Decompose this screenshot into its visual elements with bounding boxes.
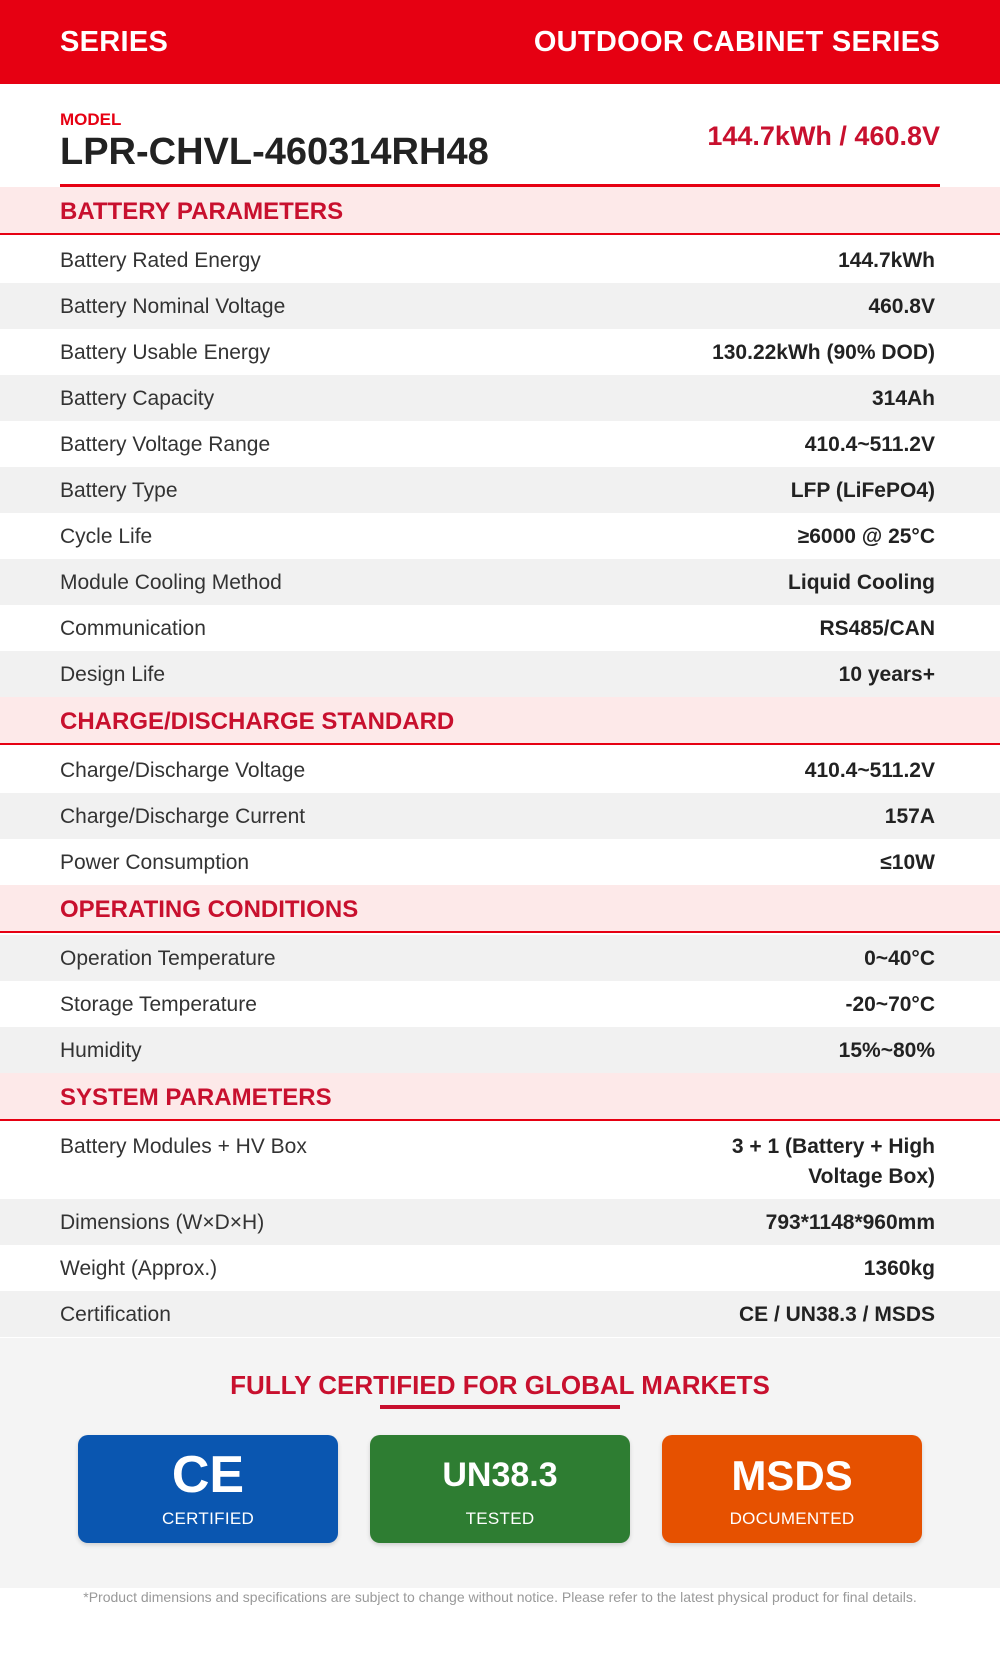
table-row (0, 467, 1000, 513)
certifications-title: FULLY CERTIFIED FOR GLOBAL MARKETS (230, 1370, 770, 1400)
row-label: Battery Rated Energy (60, 249, 261, 272)
badge-title: MSDS (731, 1452, 853, 1499)
ce-badge (78, 1435, 338, 1543)
row-value: 0~40°C (864, 947, 935, 970)
disclaimer (0, 1588, 1000, 1658)
section-title: OPERATING CONDITIONS (60, 896, 359, 923)
row-label: Weight (Approx.) (60, 1257, 218, 1280)
table-row (0, 237, 1000, 283)
row-value: 3 + 1 (Battery + High Voltage Box) (731, 1135, 935, 1188)
table-row (0, 1291, 1000, 1337)
row-label: Charge/Discharge Voltage (60, 759, 306, 782)
badge-caption: DOCUMENTED (729, 1509, 855, 1528)
row-value: 130.22kWh (90% DOD) (712, 341, 935, 364)
row-label: Communication (60, 617, 206, 640)
table-row (0, 421, 1000, 467)
section-charge-discharge-standard (0, 697, 1000, 745)
certifications-underline (380, 1405, 620, 1409)
badge-caption: TESTED (465, 1509, 535, 1528)
row-value: 793*1148*960mm (765, 1211, 935, 1234)
row-label: Humidity (60, 1039, 142, 1062)
row-value: 144.7kWh (838, 249, 935, 272)
row-value: ≥6000 @ 25°C (797, 525, 935, 548)
table-row (0, 283, 1000, 329)
row-value: LFP (LiFePO4) (790, 479, 935, 502)
un38-3-badge (370, 1435, 630, 1543)
row-label: Operation Temperature (60, 947, 276, 970)
table-row (0, 747, 1000, 793)
page-header (0, 0, 1000, 84)
row-value: 15%~80% (838, 1039, 935, 1062)
section-title: SYSTEM PARAMETERS (60, 1084, 332, 1111)
badge-title: UN38.3 (442, 1456, 558, 1494)
table-row (0, 651, 1000, 697)
table-row (0, 935, 1000, 981)
series-label: SERIES (60, 26, 169, 58)
row-label: Charge/Discharge Current (60, 805, 306, 828)
row-label: Storage Temperature (60, 993, 257, 1016)
section-system-parameters (0, 1073, 1000, 1121)
row-label: Battery Usable Energy (60, 341, 271, 364)
row-value: 10 years+ (838, 663, 935, 686)
table-row (0, 329, 1000, 375)
table-row (0, 1123, 1000, 1199)
table-row (0, 981, 1000, 1027)
table-row (0, 605, 1000, 651)
row-value: RS485/CAN (819, 617, 935, 640)
table-row (0, 559, 1000, 605)
row-value: -20~70°C (845, 993, 935, 1016)
row-value: 157A (884, 805, 935, 828)
row-value: CE / UN38.3 / MSDS (738, 1303, 935, 1326)
row-label: Power Consumption (60, 851, 250, 874)
row-value: 1360kg (863, 1257, 935, 1280)
row-value: 460.8V (868, 295, 935, 318)
row-label: Module Cooling Method (60, 571, 282, 594)
row-label: Battery Modules + HV Box (60, 1135, 307, 1158)
row-value: ≤10W (880, 851, 935, 874)
badge-title: CE (171, 1446, 245, 1504)
row-value: 314Ah (871, 387, 935, 410)
row-label: Dimensions (W×D×H) (60, 1211, 265, 1234)
msds-badge (662, 1435, 922, 1543)
table-row (0, 839, 1000, 885)
row-value: 410.4~511.2V (804, 759, 935, 782)
model-name: LPR-CHVL-460314RH48 (60, 131, 489, 173)
table-row (0, 1199, 1000, 1245)
row-label: Battery Nominal Voltage (60, 295, 286, 318)
table-row (0, 793, 1000, 839)
table-row (0, 513, 1000, 559)
model-spec: 144.7kWh / 460.8V (707, 121, 940, 151)
row-label: Cycle Life (60, 525, 153, 548)
section-operating-conditions (0, 885, 1000, 933)
table-row (0, 375, 1000, 421)
section-title: CHARGE/DISCHARGE STANDARD (60, 708, 455, 735)
row-label: Design Life (60, 663, 166, 686)
badge-caption: CERTIFIED (161, 1509, 255, 1528)
section-title: BATTERY PARAMETERS (60, 198, 344, 225)
row-label: Battery Type (60, 479, 178, 502)
row-value: 410.4~511.2V (804, 433, 935, 456)
row-label: Battery Capacity (60, 387, 215, 410)
table-row (0, 1245, 1000, 1291)
row-value: Liquid Cooling (788, 571, 935, 594)
row-label: Battery Voltage Range (60, 433, 271, 456)
row-label: Certification (60, 1303, 171, 1326)
model-label: MODEL (60, 110, 122, 129)
series-title: OUTDOOR CABINET SERIES (533, 26, 940, 58)
table-row (0, 1027, 1000, 1073)
disclaimer-text: *Product dimensions and specifications are subject to change without notice. Please refer to the latest physical product for final details. (83, 1589, 917, 1605)
section-battery-parameters (0, 187, 1000, 235)
